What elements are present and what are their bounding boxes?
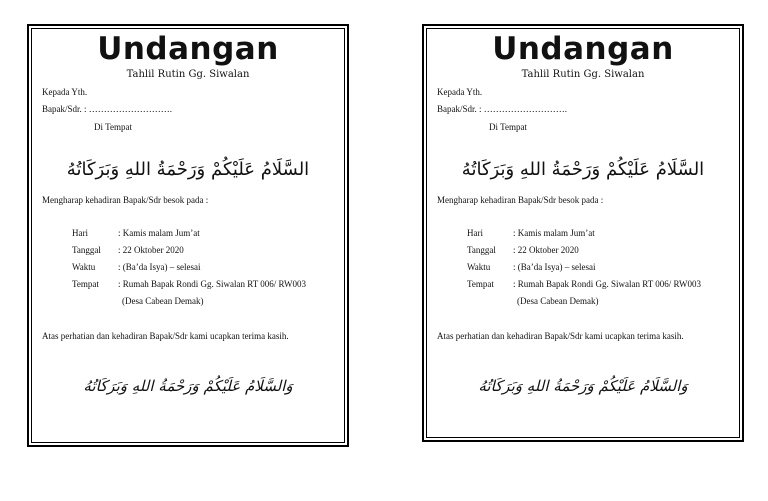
addressee-line: Kepada Yth. bbox=[437, 87, 483, 97]
detail-label: Tanggal bbox=[72, 245, 101, 255]
invitation-subtitle: Tahlil Rutin Gg. Siwalan bbox=[521, 69, 645, 80]
location-extra: (Desa Cabean Demak) bbox=[122, 296, 204, 306]
detail-row-hari bbox=[72, 228, 200, 238]
detail-row-waktu bbox=[72, 262, 200, 272]
closing-line: Atas perhatian dan kehadiran Bapak/Sdr kami ucapkan terima kasih. bbox=[42, 331, 289, 341]
detail-label: Tempat bbox=[467, 279, 494, 289]
request-line: Mengharap kehadiran Bapak/Sdr besok pada : bbox=[42, 195, 209, 205]
detail-row-tanggal bbox=[467, 245, 579, 255]
addressee-line: Kepada Yth. bbox=[42, 87, 88, 97]
request-line: Mengharap kehadiran Bapak/Sdr besok pada : bbox=[437, 195, 604, 205]
location-extra: (Desa Cabean Demak) bbox=[517, 296, 599, 306]
detail-value: : Rumah Bapak Rondi Gg. Siwalan RT 006/ RW003 bbox=[118, 279, 307, 289]
arabic-closing: وَالسَّلَامُ عَلَيْكُمْ وَرَحْمَةُ اللهِ وَبَرَكَاتُهُ bbox=[83, 377, 293, 395]
arabic-greeting: السَّلَامُ عَلَيْكُمْ وَرَحْمَةُ اللهِ وَبَرَكَاتُهُ bbox=[461, 159, 705, 180]
detail-value: : Kamis malam Jum’at bbox=[513, 228, 595, 238]
detail-label: Waktu bbox=[72, 262, 96, 272]
arabic-closing: وَالسَّلَامُ عَلَيْكُمْ وَرَحْمَةُ اللهِ وَبَرَكَاتُهُ bbox=[478, 377, 688, 395]
detail-value: : (Ba’da Isya) – selesai bbox=[118, 262, 201, 272]
detail-label: Tanggal bbox=[467, 245, 496, 255]
detail-label: Hari bbox=[467, 228, 483, 238]
invitation-card-left bbox=[27, 24, 349, 447]
detail-value: : 22 Oktober 2020 bbox=[513, 245, 579, 255]
detail-value: : Rumah Bapak Rondi Gg. Siwalan RT 006/ RW003 bbox=[513, 279, 702, 289]
invitation-title: Undangan bbox=[492, 31, 674, 67]
detail-label: Tempat bbox=[72, 279, 99, 289]
closing-line: Atas perhatian dan kehadiran Bapak/Sdr kami ucapkan terima kasih. bbox=[437, 331, 684, 341]
invitation-title: Undangan bbox=[97, 31, 279, 67]
detail-row-waktu bbox=[467, 262, 595, 272]
place-line: Di Tempat bbox=[94, 122, 132, 132]
detail-row-hari bbox=[467, 228, 595, 238]
invitation-inner-border bbox=[426, 28, 740, 438]
detail-row-tempat bbox=[72, 279, 306, 289]
name-line: Bapak/Sdr. : ………………………. bbox=[437, 104, 567, 114]
detail-value: : Kamis malam Jum’at bbox=[118, 228, 200, 238]
place-line: Di Tempat bbox=[489, 122, 527, 132]
detail-label: Waktu bbox=[467, 262, 491, 272]
name-line: Bapak/Sdr. : ………………………. bbox=[42, 104, 172, 114]
invitation-subtitle: Tahlil Rutin Gg. Siwalan bbox=[126, 69, 250, 80]
detail-row-tempat bbox=[467, 279, 701, 289]
detail-row-tanggal bbox=[72, 245, 184, 255]
detail-value: : 22 Oktober 2020 bbox=[118, 245, 184, 255]
detail-label: Hari bbox=[72, 228, 88, 238]
invitation-inner-border bbox=[31, 28, 345, 443]
invitation-card-right bbox=[422, 24, 744, 442]
detail-value: : (Ba’da Isya) – selesai bbox=[513, 262, 596, 272]
arabic-greeting: السَّلَامُ عَلَيْكُمْ وَرَحْمَةُ اللهِ وَبَرَكَاتُهُ bbox=[66, 159, 310, 180]
